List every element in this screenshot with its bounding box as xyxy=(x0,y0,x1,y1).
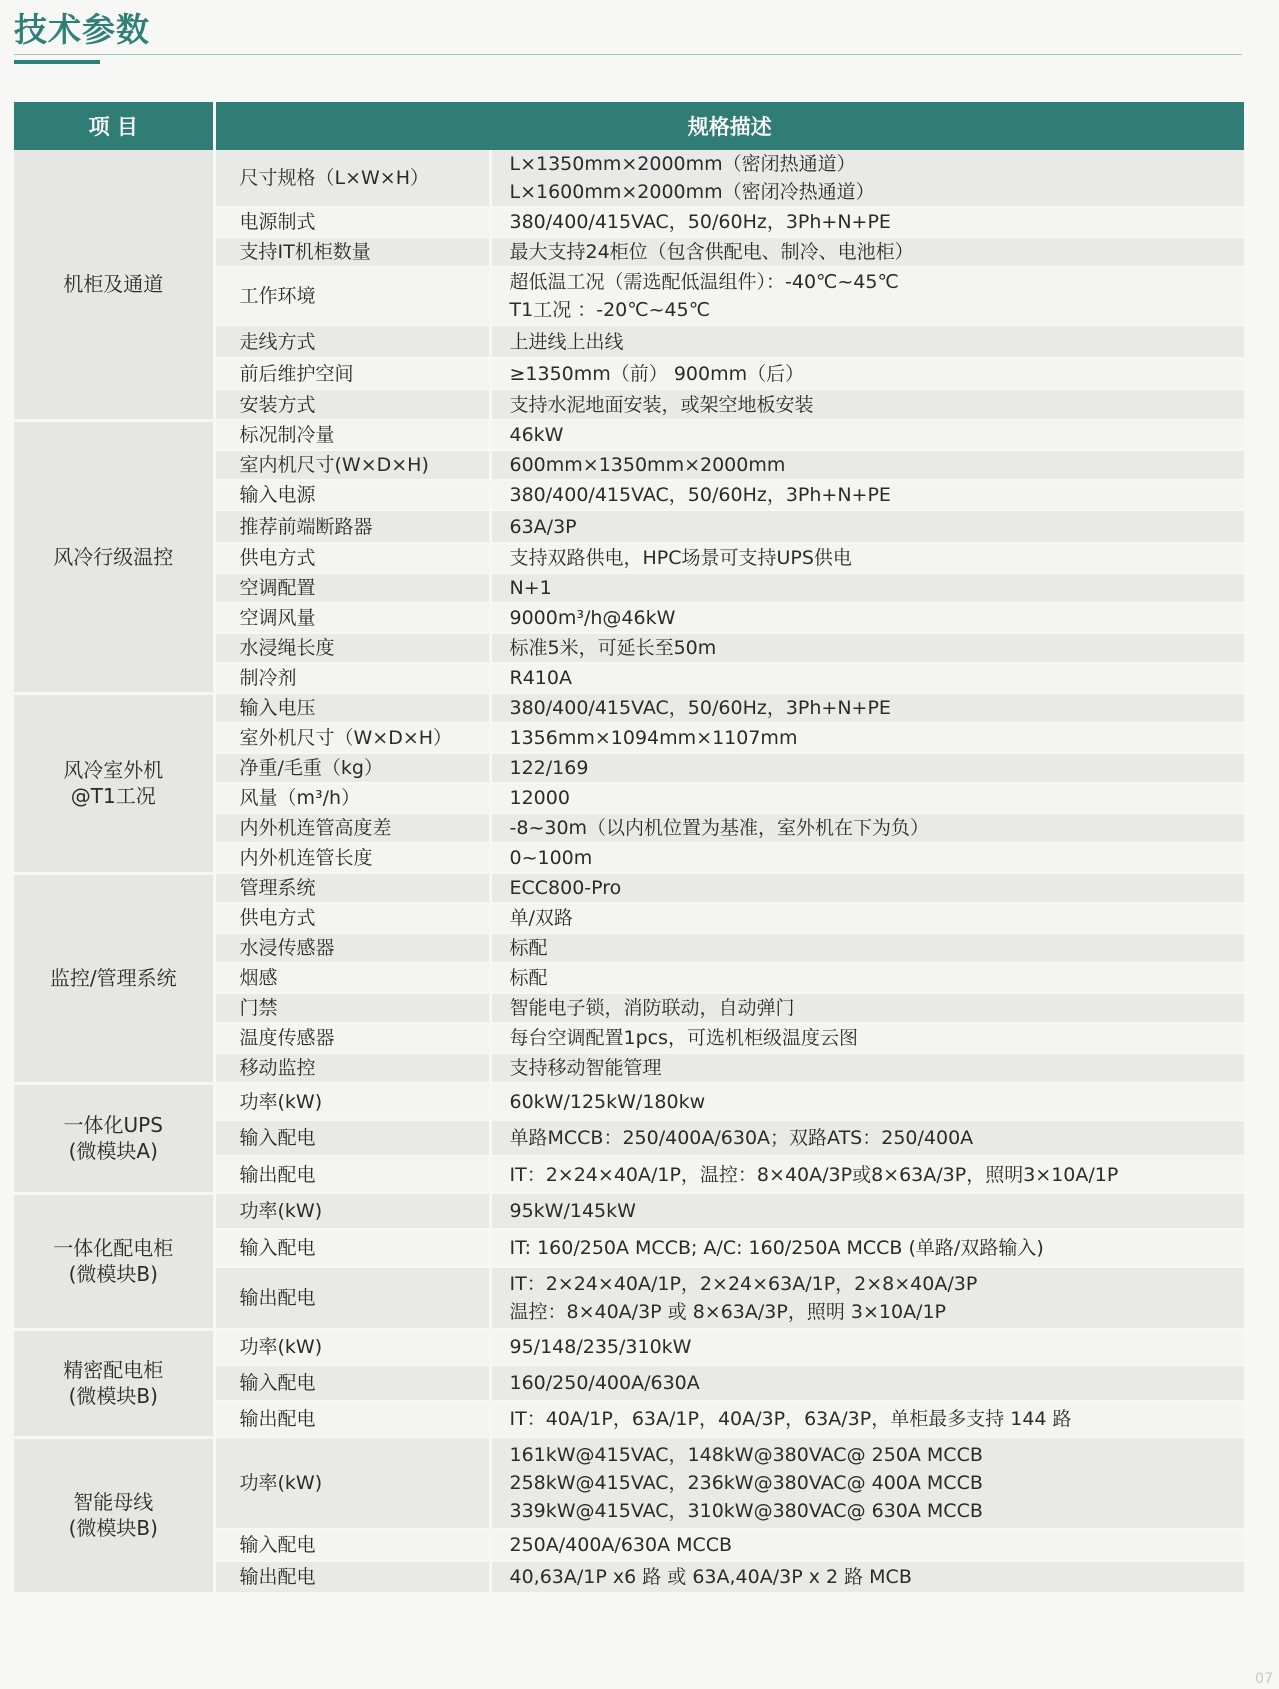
spec-line: 95kW/145kW xyxy=(509,1200,636,1222)
spec-line: 250A/400A/630A MCCB xyxy=(509,1534,733,1556)
spec-cell xyxy=(490,1365,1244,1401)
spec-line: 支持移动智能管理 xyxy=(509,1057,662,1079)
category-cell xyxy=(14,1193,214,1329)
spec-line: IT：2×24×40A/1P，2×24×63A/1P，2×8×40A/3P xyxy=(509,1273,978,1295)
spec-line: 9000m³/h@46kW xyxy=(509,607,676,629)
item-cell: 制冷剂 xyxy=(214,663,490,693)
item-cell: 标况制冷量 xyxy=(214,420,490,450)
spec-line: 380/400/415VAC，50/60Hz，3Ph+N+PE xyxy=(509,484,891,506)
spec-line: 最大支持24柜位（包含供配电、制冷、电池柜） xyxy=(509,241,914,263)
spec-line: ≥1350mm（前） 900mm（后） xyxy=(509,362,805,385)
table-row xyxy=(14,150,1244,207)
spec-cell xyxy=(490,325,1244,358)
title-accent-bar xyxy=(14,60,100,64)
item-cell: 输出配电 xyxy=(214,1156,490,1193)
category-label: 一体化配电柜 xyxy=(53,1236,174,1260)
spec-line: L×1600mm×2000mm（密闭冷热通道） xyxy=(509,181,875,203)
category-label: 监控/管理系统 xyxy=(49,966,177,990)
spec-cell xyxy=(490,603,1244,633)
spec-line: 每台空调配置1pcs，可选机柜级温度云图 xyxy=(509,1027,858,1049)
item-cell: 室内机尺寸(W×D×H) xyxy=(214,450,490,480)
table-header-row xyxy=(14,102,1244,150)
category-cell xyxy=(14,693,214,873)
spec-cell xyxy=(490,358,1244,389)
spec-cell xyxy=(490,480,1244,510)
spec-cell xyxy=(490,420,1244,450)
spec-cell xyxy=(490,1156,1244,1193)
spec-line: L×1350mm×2000mm（密闭热通道） xyxy=(509,153,856,175)
spec-line: 单/双路 xyxy=(509,907,573,929)
spec-line: 161kW@415VAC，148kW@380VAC@ 250A MCCB xyxy=(509,1444,983,1466)
spec-cell xyxy=(490,633,1244,663)
spec-cell xyxy=(490,1401,1244,1437)
spec-cell xyxy=(490,993,1244,1023)
category-label: (微模块B) xyxy=(68,1384,158,1408)
spec-cell xyxy=(490,1083,1244,1120)
item-cell: 供电方式 xyxy=(214,543,490,573)
spec-line: 63A/3P xyxy=(509,515,577,538)
item-cell: 温度传感器 xyxy=(214,1023,490,1053)
spec-cell xyxy=(490,450,1244,480)
spec-line: 258kW@415VAC，236kW@380VAC@ 400A MCCB xyxy=(509,1472,983,1494)
spec-cell xyxy=(490,1229,1244,1267)
spec-cell xyxy=(490,267,1244,325)
category-label: 机柜及通道 xyxy=(63,272,164,297)
category-cell xyxy=(14,420,214,693)
spec-line: 60kW/125kW/180kw xyxy=(509,1090,706,1113)
table-row xyxy=(14,873,1244,903)
spec-line: 40,63A/1P x6 路 或 63A,40A/3P x 2 路 MCB xyxy=(509,1566,912,1588)
spec-cell xyxy=(490,783,1244,813)
spec-cell xyxy=(490,933,1244,963)
spec-cell xyxy=(490,1267,1244,1329)
item-cell: 输出配电 xyxy=(214,1561,490,1593)
spec-line: -8~30m（以内机位置为基准，室外机在下为负） xyxy=(509,817,930,839)
spec-line: 95/148/235/310kW xyxy=(509,1336,692,1358)
spec-cell xyxy=(490,663,1244,693)
category-label: (微模块A) xyxy=(68,1139,158,1163)
spec-cell xyxy=(490,1561,1244,1593)
spec-cell xyxy=(490,573,1244,603)
item-cell: 输入电压 xyxy=(214,693,490,723)
category-cell xyxy=(14,1437,214,1593)
spec-cell xyxy=(490,389,1244,420)
spec-cell xyxy=(490,873,1244,903)
spec-line: 超低温工况（需选配低温组件）：-40℃~45℃ xyxy=(509,271,899,293)
spec-line: 380/400/415VAC，50/60Hz，3Ph+N+PE xyxy=(509,211,891,233)
spec-line: 上进线上出线 xyxy=(509,330,624,353)
item-cell: 空调风量 xyxy=(214,603,490,633)
item-cell: 输出配电 xyxy=(214,1267,490,1329)
item-cell: 内外机连管高度差 xyxy=(214,813,490,843)
spec-line: IT：2×24×40A/1P，温控：8×40A/3P或8×63A/3P，照明3×10A/1P xyxy=(509,1163,1119,1186)
item-cell: 推荐前端断路器 xyxy=(214,510,490,543)
category-label: 风冷行级温控 xyxy=(53,544,174,569)
category-label: 一体化UPS xyxy=(63,1113,163,1137)
item-cell: 管理系统 xyxy=(214,873,490,903)
item-cell: 净重/毛重（kg） xyxy=(214,753,490,783)
item-cell: 输入配电 xyxy=(214,1120,490,1156)
spec-line: R410A xyxy=(509,667,572,689)
spec-line: 46kW xyxy=(509,424,564,446)
spec-line: 600mm×1350mm×2000mm xyxy=(509,454,786,476)
spec-cell xyxy=(490,207,1244,237)
spec-cell xyxy=(490,723,1244,753)
item-cell: 水浸传感器 xyxy=(214,933,490,963)
item-cell: 内外机连管长度 xyxy=(214,843,490,873)
spec-line: ECC800-Pro xyxy=(509,877,622,899)
table-row xyxy=(14,1437,1244,1529)
spec-line: 1356mm×1094mm×1107mm xyxy=(509,727,798,749)
page-title: 技术参数 xyxy=(14,10,150,49)
spec-line: 支持水泥地面安装，或架空地板安装 xyxy=(509,393,814,416)
category-label: 智能母线 xyxy=(73,1490,154,1514)
item-cell: 功率(kW) xyxy=(214,1437,490,1529)
spec-table xyxy=(14,102,1244,1595)
item-cell: 输出配电 xyxy=(214,1401,490,1437)
page-number: 07 xyxy=(1255,1671,1273,1687)
item-cell: 安装方式 xyxy=(214,389,490,420)
spec-cell xyxy=(490,1120,1244,1156)
item-cell: 前后维护空间 xyxy=(214,358,490,389)
spec-cell xyxy=(490,150,1244,207)
spec-line: N+1 xyxy=(509,577,552,599)
item-cell: 输入电源 xyxy=(214,480,490,510)
header-spec: 规格描述 xyxy=(214,102,1244,150)
spec-line: IT：40A/1P，63A/1P，40A/3P，63A/3P，单柜最多支持 144 路 xyxy=(509,1408,1072,1430)
category-cell xyxy=(14,150,214,420)
spec-cell xyxy=(490,1329,1244,1365)
table-row xyxy=(14,1083,1244,1120)
spec-cell xyxy=(490,963,1244,993)
spec-cell xyxy=(490,813,1244,843)
category-label: 精密配电柜 xyxy=(63,1358,164,1382)
spec-line: 122/169 xyxy=(509,757,589,779)
item-cell: 输入配电 xyxy=(214,1365,490,1401)
item-cell: 移动监控 xyxy=(214,1053,490,1083)
spec-cell xyxy=(490,1053,1244,1083)
category-label: (微模块B) xyxy=(68,1262,158,1286)
spec-cell xyxy=(490,237,1244,267)
item-cell: 走线方式 xyxy=(214,325,490,358)
spec-cell xyxy=(490,843,1244,873)
category-cell xyxy=(14,1329,214,1437)
category-cell xyxy=(14,873,214,1083)
title-divider xyxy=(14,54,1242,55)
spec-cell xyxy=(490,903,1244,933)
item-cell: 输入配电 xyxy=(214,1229,490,1267)
item-cell: 门禁 xyxy=(214,993,490,1023)
spec-line: IT: 160/250A MCCB; A/C: 160/250A MCCB (单路/双路输入) xyxy=(509,1237,1044,1259)
category-label: 风冷室外机 xyxy=(63,758,164,782)
item-cell: 尺寸规格（L×W×H） xyxy=(214,150,490,207)
spec-cell xyxy=(490,753,1244,783)
spec-line: 温控：8×40A/3P 或 8×63A/3P，照明 3×10A/1P xyxy=(509,1301,947,1323)
category-cell xyxy=(14,1083,214,1193)
spec-line: 380/400/415VAC，50/60Hz，3Ph+N+PE xyxy=(509,697,891,719)
item-cell: 功率(kW) xyxy=(214,1083,490,1120)
item-cell: 室外机尺寸（W×D×H） xyxy=(214,723,490,753)
spec-cell xyxy=(490,1023,1244,1053)
spec-line: 12000 xyxy=(509,787,570,809)
table-row xyxy=(14,1329,1244,1365)
item-cell: 空调配置 xyxy=(214,573,490,603)
item-cell: 烟感 xyxy=(214,963,490,993)
item-cell: 水浸绳长度 xyxy=(214,633,490,663)
header-item: 项 目 xyxy=(14,102,214,150)
item-cell: 供电方式 xyxy=(214,903,490,933)
item-cell: 电源制式 xyxy=(214,207,490,237)
spec-cell xyxy=(490,510,1244,543)
spec-cell xyxy=(490,1193,1244,1229)
spec-line: 标配 xyxy=(509,937,548,959)
spec-line: 支持双路供电，HPC场景可支持UPS供电 xyxy=(509,547,852,569)
item-cell: 风量（m³/h） xyxy=(214,783,490,813)
spec-cell xyxy=(490,693,1244,723)
item-cell: 功率(kW) xyxy=(214,1329,490,1365)
item-cell: 功率(kW) xyxy=(214,1193,490,1229)
spec-line: 160/250/400A/630A xyxy=(509,1372,700,1394)
item-cell: 工作环境 xyxy=(214,267,490,325)
spec-line: 0~100m xyxy=(509,847,593,869)
table-row xyxy=(14,1193,1244,1229)
table-row xyxy=(14,693,1244,723)
spec-line: 339kW@415VAC，310kW@380VAC@ 630A MCCB xyxy=(509,1500,983,1522)
spec-cell xyxy=(490,1437,1244,1529)
category-label: (微模块B) xyxy=(68,1516,158,1540)
table-row xyxy=(14,420,1244,450)
spec-line: 标准5米，可延长至50m xyxy=(509,637,717,659)
spec-line: 标配 xyxy=(509,967,548,989)
category-label: @T1工况 xyxy=(70,784,156,808)
spec-line: 智能电子锁，消防联动，自动弹门 xyxy=(509,997,795,1019)
spec-cell xyxy=(490,543,1244,573)
spec-line: 单路MCCB：250/400A/630A；双路ATS：250/400A xyxy=(509,1127,974,1149)
item-cell: 输入配电 xyxy=(214,1529,490,1561)
item-cell: 支持IT机柜数量 xyxy=(214,237,490,267)
spec-cell xyxy=(490,1529,1244,1561)
spec-line: T1工况 ：-20℃~45℃ xyxy=(509,299,711,321)
